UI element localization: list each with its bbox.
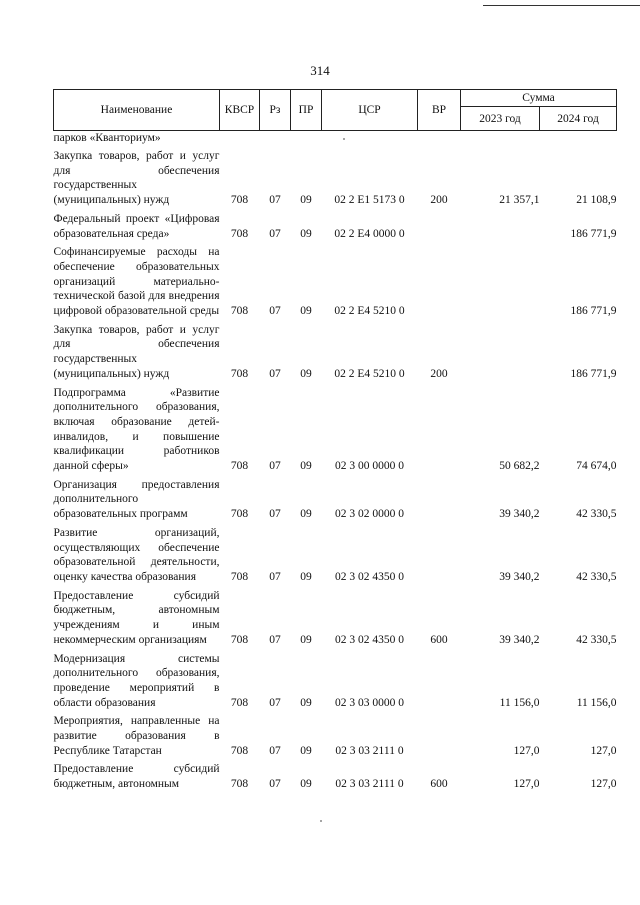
row-kvsr: 708 [230, 227, 249, 240]
row-vr [418, 241, 461, 319]
row-kvsr: 708 [230, 194, 249, 207]
row-sum-2024: 127,0 [590, 778, 617, 791]
row-rz: 07 [269, 460, 281, 473]
row-sum-2023: 21 357,1 [499, 194, 540, 207]
row-pr: 09 [300, 305, 312, 318]
top-rule [483, 5, 640, 6]
row-sum-2024: 186 771,9 [570, 367, 617, 380]
row-sum-2023 [461, 131, 540, 146]
row-pr: 09 [300, 367, 312, 380]
row-kvsr: 708 [230, 508, 249, 521]
row-csr: 02 3 02 4350 0 [335, 570, 404, 583]
row-kvsr: 708 [230, 778, 249, 791]
row-name: Софинансируемые расходы на обеспечение образовательных организаций материально-технической базой для внедрения цифровой образовательной среды [53, 246, 220, 318]
row-sum-2023 [461, 241, 540, 319]
row-sum-2024: 21 108,9 [576, 194, 617, 207]
table-row [54, 382, 617, 474]
row-vr [418, 648, 461, 711]
row-csr: 02 3 03 2111 0 [335, 744, 404, 757]
row-pr: 09 [300, 778, 312, 791]
table-row [54, 710, 617, 758]
row-sum-2023: 39 340,2 [499, 570, 540, 583]
row-rz: 07 [269, 194, 281, 207]
table-row [54, 145, 617, 208]
row-csr: 02 3 03 0000 0 [335, 696, 404, 709]
row-rz: 07 [269, 633, 281, 646]
row-vr: 200 [430, 367, 448, 380]
row-csr: 02 3 02 0000 0 [335, 508, 404, 521]
row-kvsr: 708 [230, 633, 249, 646]
row-name: Федеральный проект «Цифровая образовательная среда» [53, 212, 220, 240]
row-sum-2023: 127,0 [513, 744, 540, 757]
row-csr: 02 3 02 4350 0 [335, 633, 404, 646]
row-vr: 200 [430, 194, 448, 207]
row-sum-2024: 11 156,0 [576, 696, 617, 709]
table-row [54, 522, 617, 585]
row-kvsr: 708 [230, 305, 249, 318]
col-header-2023: 2023 год [461, 107, 540, 131]
row-csr: 02 2 E4 5210 0 [334, 367, 405, 380]
row-vr [418, 131, 461, 146]
row-vr: 600 [430, 778, 448, 791]
row-sum-2024: 186 771,9 [570, 305, 617, 318]
row-rz: 07 [269, 744, 281, 757]
row-sum-2023: 11 156,0 [499, 696, 540, 709]
row-name: Предоставление субсидий бюджетным, автономным учреждениям и иным некоммерческим организациям [53, 589, 220, 646]
table-row [54, 208, 617, 241]
row-csr: 02 2 E1 5173 0 [334, 194, 405, 207]
row-sum-2024: 186 771,9 [570, 227, 617, 240]
row-vr [418, 474, 461, 522]
row-name: Закупка товаров, работ и услуг для обеспечения государственных (муниципальных) нужд [53, 150, 220, 207]
scan-speck [343, 138, 345, 140]
row-rz: 07 [269, 305, 281, 318]
row-pr: 09 [300, 460, 312, 473]
row-kvsr: 708 [230, 570, 249, 583]
row-csr: 02 3 03 2111 0 [335, 778, 404, 791]
row-rz: 07 [269, 508, 281, 521]
row-kvsr: 708 [230, 744, 249, 757]
table-row [54, 474, 617, 522]
row-vr [418, 382, 461, 474]
row-name: Предоставление субсидий бюджетным, автономным [53, 763, 220, 791]
row-sum-2023 [461, 319, 540, 382]
row-name: Закупка товаров, работ и услуг для обеспечения государственных (муниципальных) нужд [53, 323, 220, 380]
row-sum-2023: 39 340,2 [499, 633, 540, 646]
row-kvsr: 708 [230, 696, 249, 709]
row-sum-2024: 42 330,5 [576, 570, 617, 583]
row-vr [418, 522, 461, 585]
row-csr [322, 131, 418, 146]
row-vr [418, 208, 461, 241]
row-pr [291, 131, 322, 146]
col-header-name: Наименование [54, 90, 220, 131]
row-vr: 600 [430, 633, 448, 646]
row-name: парков «Кванториум» [53, 132, 161, 144]
col-header-rz: Рз [260, 90, 291, 131]
table-row [54, 131, 617, 146]
page-number: 314 [310, 63, 330, 78]
col-header-kvsr: КВСР [220, 90, 260, 131]
row-sum-2024: 127,0 [590, 744, 617, 757]
row-sum-2024: 42 330,5 [576, 508, 617, 521]
scan-speck [320, 820, 322, 822]
row-pr: 09 [300, 633, 312, 646]
table-row [54, 585, 617, 648]
col-header-vr: ВР [418, 90, 461, 131]
table-row [54, 241, 617, 319]
row-pr: 09 [300, 227, 312, 240]
row-csr: 02 2 E4 5210 0 [334, 305, 405, 318]
row-sum-2023: 39 340,2 [499, 508, 540, 521]
table-row [54, 319, 617, 382]
table-body [54, 131, 617, 792]
row-rz: 07 [269, 227, 281, 240]
row-sum-2024: 74 674,0 [576, 460, 617, 473]
row-sum-2023: 127,0 [513, 778, 540, 791]
row-kvsr: 708 [230, 367, 249, 380]
row-name: Модернизация системы дополнительного образования, проведение мероприятий в области образования [53, 652, 220, 709]
row-pr: 09 [300, 194, 312, 207]
row-rz: 07 [269, 696, 281, 709]
row-rz: 07 [269, 367, 281, 380]
row-sum-2024: 42 330,5 [576, 633, 617, 646]
row-kvsr: 708 [230, 460, 249, 473]
row-pr: 09 [300, 508, 312, 521]
col-header-sum: Сумма [461, 90, 617, 107]
row-csr: 02 3 00 0000 0 [335, 460, 404, 473]
table-row [54, 758, 617, 791]
col-header-pr: ПР [291, 90, 322, 131]
row-rz: 07 [269, 570, 281, 583]
table-row [54, 648, 617, 711]
row-rz [260, 131, 291, 146]
col-header-csr: ЦСР [322, 90, 418, 131]
row-pr: 09 [300, 570, 312, 583]
row-kvsr [220, 131, 260, 146]
row-name: Подпрограмма «Развитие дополнительного образования, включая образование детей-инвалидов, и повышение квалификации работников данной сферы» [53, 386, 220, 473]
col-header-2024: 2024 год [540, 107, 617, 131]
row-name: Мероприятия, направленные на развитие образования в Республике Татарстан [53, 715, 220, 757]
row-name: Организация предоставления дополнительного образовательных программ [53, 478, 220, 521]
row-csr: 02 2 E4 0000 0 [334, 227, 405, 240]
row-pr: 09 [300, 744, 312, 757]
budget-table [53, 89, 617, 792]
row-name: Развитие организаций, осуществляющих обеспечение образовательной деятельности, оценку качества образования [53, 526, 220, 583]
row-pr: 09 [300, 696, 312, 709]
row-sum-2023 [461, 208, 540, 241]
row-rz: 07 [269, 778, 281, 791]
row-vr [418, 710, 461, 758]
row-sum-2023: 50 682,2 [499, 460, 540, 473]
row-sum-2024 [540, 131, 617, 146]
